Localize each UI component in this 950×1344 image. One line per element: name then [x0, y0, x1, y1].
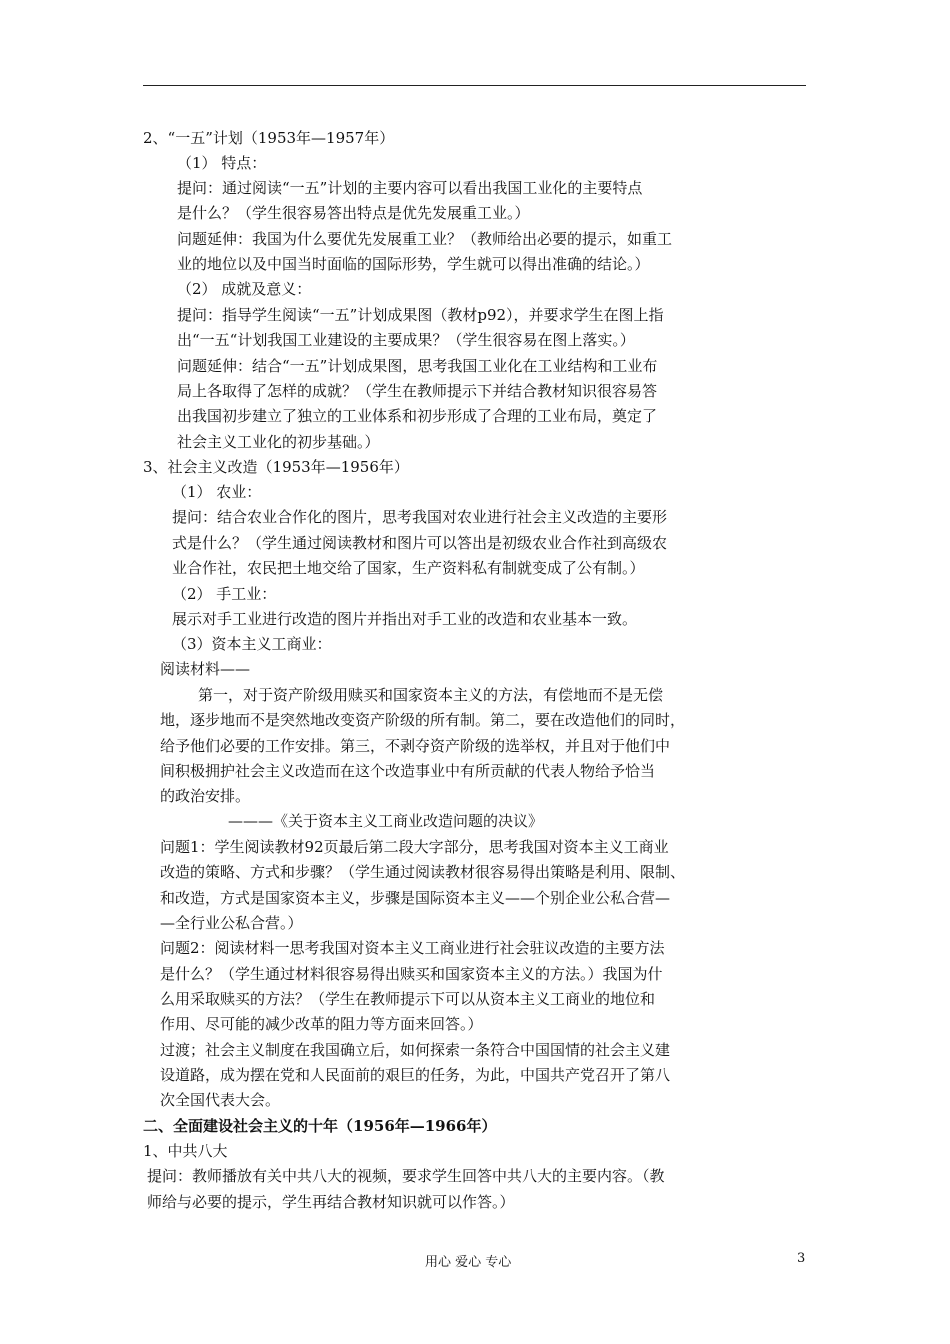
subheading: （1） 特点：	[177, 154, 267, 172]
text-line: 作用、尽可能的减少改革的阻力等方面来回答。）	[160, 1015, 483, 1033]
text-line: 设道路，成为摆在党和人民面前的艰巨的任务，为此，中国共产党召开了第八	[160, 1066, 671, 1084]
text-line: 问题延伸：我国为什么要优先发展重工业？（教师给出必要的提示，如重工	[177, 230, 673, 248]
quote-line: 第一，对于资产阶级用赎买和国家资本主义的方法，有偿地而不是无偿	[198, 686, 664, 704]
text-line: 业合作社，农民把土地交给了国家，生产资料私有制就变成了公有制。）	[172, 559, 645, 577]
chapter-heading: 二、全面建设社会主义的十年（1956年—1966年）	[143, 1117, 497, 1135]
subheading: （3）资本主义工商业：	[172, 635, 332, 653]
quote-line: 给予他们必要的工作安排。第三，不剥夺资产阶级的选举权，并且对于他们中	[160, 737, 671, 755]
text-line: 展示对手工业进行改造的图片并指出对手工业的改造和农业基本一致。	[172, 610, 638, 628]
text-line: 提问：教师播放有关中共八大的视频，要求学生回答中共八大的主要内容。（教	[147, 1167, 665, 1185]
quote-line: 的政治安排。	[160, 787, 251, 805]
page-number: 3	[797, 1251, 806, 1266]
text-line: 提问：指导学生阅读“一五”计划成果图（教材p92），并要求学生在图上指	[177, 306, 664, 324]
text-line: 提问：结合农业合作化的图片，思考我国对农业进行社会主义改造的主要形	[172, 508, 668, 526]
section-heading: 1、中共八大	[143, 1142, 228, 1160]
text-line: 师给与必要的提示，学生再结合教材知识就可以作答。）	[147, 1193, 515, 1211]
text-line: 局上各取得了怎样的成就？（学生在教师提示下并结合教材知识很容易答	[177, 382, 658, 400]
header-rule	[143, 85, 806, 86]
text-line: 阅读材料——	[160, 660, 251, 678]
quote-line: 间积极拥护社会主义改造而在这个改造事业中有所贡献的代表人物给予恰当	[160, 762, 656, 780]
text-line: —全行业公私合营。）	[160, 914, 303, 932]
section-heading: 3、社会主义改造（1953年—1956年）	[143, 458, 409, 476]
text-line: 改造的策略、方式和步骤？（学生通过阅读教材很容易得出策略是利用、限制、	[160, 863, 686, 881]
text-line: 么用采取赎买的方法？（学生在教师提示下可以从资本主义工商业的地位和	[160, 990, 656, 1008]
text-line: 是什么？（学生通过材料很容易得出赎买和国家资本主义的方法。）我国为什	[160, 965, 663, 983]
text-line: 和改造，方式是国家资本主义，步骤是国际资本主义——个别企业公私合营—	[160, 889, 671, 907]
quote-line: 地，逐步地而不是突然地改变资产阶级的所有制。第二，要在改造他们的同时，	[160, 711, 686, 729]
subheading: （2） 成就及意义：	[177, 280, 312, 298]
footer-text: 用心 爱心 专心	[425, 1255, 512, 1270]
text-line: 问题2：阅读材料一思考我国对资本主义工商业进行社会驻议改造的主要方法	[160, 939, 665, 957]
text-line: 出“一五“计划我国工业建设的主要成果？（学生很容易在图上落实。）	[177, 331, 635, 349]
text-line: 提问：通过阅读“一五”计划的主要内容可以看出我国工业化的主要特点	[177, 179, 643, 197]
subheading: （1） 农业：	[172, 483, 262, 501]
text-line: 问题延伸：结合“一五”计划成果图，思考我国工业化在工业结构和工业布	[177, 357, 658, 375]
text-line: 式是什么？（学生通过阅读教材和图片可以答出是初级农业合作社到高级农	[172, 534, 668, 552]
subheading: （2） 手工业：	[172, 585, 277, 603]
text-line: 次全国代表大会。	[160, 1091, 281, 1109]
text-line: 过渡；社会主义制度在我国确立后，如何探索一条符合中国国情的社会主义建	[160, 1041, 671, 1059]
section-heading: 2、“一五”计划（1953年—1957年）	[143, 129, 395, 147]
text-line: 是什么？（学生很容易答出特点是优先发展重工业。）	[177, 204, 530, 222]
text-line: 出我国初步建立了独立的工业体系和初步形成了合理的工业布局，奠定了	[177, 407, 658, 425]
text-line: 问题1：学生阅读教材92页最后第二段大字部分，思考我国对资本主义工商业	[160, 838, 669, 856]
text-line: 业的地位以及中国当时面临的国际形势，学生就可以得出准确的结论。）	[177, 255, 650, 273]
text-line: 社会主义工业化的初步基础。）	[177, 433, 380, 451]
quote-source: ———《关于资本主义工商业改造问题的决议》	[228, 812, 544, 830]
